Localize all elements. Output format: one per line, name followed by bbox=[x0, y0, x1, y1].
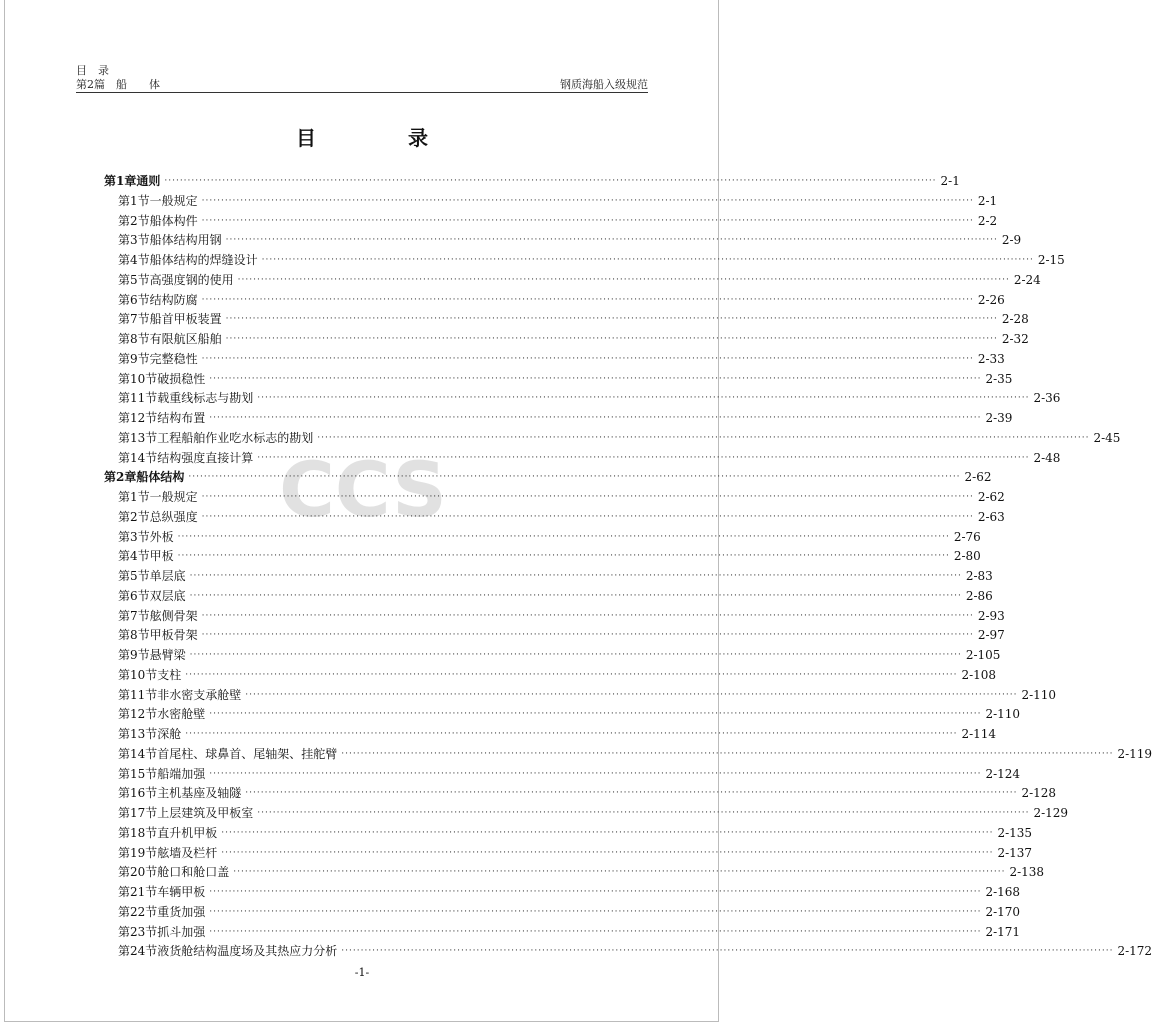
toc-entry-title: 水密舱壁 bbox=[157, 707, 206, 722]
toc-section-row[interactable] bbox=[0, 924, 1021, 940]
toc-entry-number: 第11节 bbox=[118, 687, 158, 702]
toc-leader-dots: ········································································································································································································ bbox=[237, 274, 1010, 285]
toc-entry-title: 结构布置 bbox=[157, 411, 206, 425]
toc-entry-page: 2-108 bbox=[961, 667, 997, 682]
toc-entry-title: 车辆甲板 bbox=[157, 885, 206, 899]
toc-entry-number: 第14节 bbox=[118, 746, 158, 761]
toc-section-row[interactable] bbox=[0, 785, 1057, 801]
toc-entry-page: 2-28 bbox=[1001, 312, 1029, 327]
toc-section-row[interactable] bbox=[0, 568, 993, 584]
toc-entry-page: 2-110 bbox=[1021, 687, 1057, 702]
toc-entry-title: 首尾柱、球鼻首、尾轴架、挂舵臂 bbox=[157, 746, 338, 761]
toc-section-row[interactable] bbox=[0, 864, 1045, 880]
toc-entry-number: 第2节 bbox=[118, 213, 150, 228]
toc-entry-number: 第21节 bbox=[118, 885, 158, 899]
toc-entry-page: 2-105 bbox=[965, 648, 1001, 662]
toc-entry-page: 2-128 bbox=[1021, 786, 1057, 801]
toc-leader-dots: ········································································································································································································ bbox=[341, 748, 1114, 759]
toc-leader-dots: ········································································································································································································ bbox=[233, 867, 1006, 878]
toc-entry-page: 2-114 bbox=[961, 727, 997, 741]
toc-section-row[interactable] bbox=[0, 726, 997, 742]
toc-section-row[interactable] bbox=[0, 943, 1152, 959]
toc-section-row[interactable] bbox=[0, 489, 1005, 505]
toc-entry-page: 2-86 bbox=[965, 588, 993, 603]
toc-entry-page: 2-129 bbox=[1033, 806, 1069, 820]
toc-entry-number: 第1章 bbox=[104, 174, 137, 188]
toc-entry-page: 2-45 bbox=[1093, 430, 1121, 445]
toc-entry-number: 第6节 bbox=[118, 588, 150, 603]
toc-section-row[interactable] bbox=[0, 331, 1029, 347]
toc-entry-number: 第11节 bbox=[118, 391, 158, 406]
toc-entry-title: 船首甲板装置 bbox=[149, 312, 222, 327]
toc-entry-number: 第18节 bbox=[118, 825, 158, 840]
toc-section-row[interactable] bbox=[0, 272, 1041, 288]
toc-section-row[interactable] bbox=[0, 627, 1005, 643]
toc-leader-dots: ········································································································································································································ bbox=[209, 926, 982, 937]
page-title: 目 录 bbox=[296, 126, 464, 150]
toc-entry-page: 2-39 bbox=[985, 411, 1013, 425]
toc-entry-title: 舷墙及栏杆 bbox=[157, 845, 218, 860]
toc-section-row[interactable] bbox=[0, 766, 1021, 782]
toc-leader-dots: ········································································································································································································ bbox=[201, 294, 974, 305]
toc-leader-dots: ········································································································································································································ bbox=[209, 709, 982, 720]
toc-entry-title: 船端加强 bbox=[157, 766, 206, 781]
toc-section-row[interactable] bbox=[0, 311, 1029, 327]
toc-entry-number: 第12节 bbox=[118, 411, 158, 425]
toc-leader-dots: ········································································································································································································ bbox=[201, 511, 974, 522]
toc-section-row[interactable] bbox=[0, 410, 1013, 426]
toc-entry-number: 第16节 bbox=[118, 786, 158, 801]
toc-entry-page: 2-2 bbox=[977, 213, 998, 228]
toc-entry-number: 第10节 bbox=[118, 371, 158, 386]
toc-entry-page: 2-9 bbox=[1001, 233, 1022, 248]
toc-leader-dots: ········································································································································································································ bbox=[209, 373, 982, 384]
toc-entry-title: 外板 bbox=[149, 529, 174, 544]
toc-entry-number: 第5节 bbox=[118, 569, 150, 583]
toc-section-row[interactable] bbox=[0, 608, 1005, 624]
toc-entry-number: 第5节 bbox=[118, 272, 150, 287]
header-rule bbox=[76, 92, 648, 93]
toc-leader-dots: ········································································································································································································ bbox=[257, 393, 1030, 404]
toc-entry-title: 双层底 bbox=[149, 588, 186, 603]
toc-section-row[interactable] bbox=[0, 529, 981, 545]
toc-entry-page: 2-15 bbox=[1037, 253, 1065, 267]
toc-entry-number: 第15节 bbox=[118, 766, 158, 781]
toc-leader-dots: ········································································································································································································ bbox=[209, 768, 982, 779]
toc-entry-title: 甲板 bbox=[149, 549, 174, 564]
toc-section-row[interactable] bbox=[0, 706, 1021, 722]
toc-section-row[interactable] bbox=[0, 390, 1061, 406]
toc-section-row[interactable] bbox=[0, 509, 1005, 525]
toc-leader-dots: ········································································································································································································ bbox=[225, 314, 998, 325]
toc-entry-page: 2-48 bbox=[1033, 450, 1061, 465]
toc-leader-dots: ········································································································································································································ bbox=[201, 215, 974, 226]
toc-entry-number: 第2节 bbox=[118, 509, 150, 524]
toc-leader-dots: ········································································································································································································ bbox=[185, 669, 958, 680]
toc-leader-dots: ········································································································································································································ bbox=[189, 650, 962, 660]
toc-entry-page: 2-36 bbox=[1033, 391, 1061, 406]
toc-leader-dots: ········································································································································································································ bbox=[189, 590, 962, 601]
toc-entry-title: 非水密支承舱壁 bbox=[157, 687, 242, 702]
toc-section-row[interactable] bbox=[0, 845, 1033, 861]
toc-entry-title: 工程船舶作业吃水标志的勘划 bbox=[157, 430, 314, 445]
toc-leader-dots: ········································································································································································································ bbox=[221, 827, 994, 838]
toc-section-row[interactable] bbox=[0, 430, 1121, 446]
toc-entry-page: 2-24 bbox=[1013, 272, 1041, 287]
toc-leader-dots: ········································································································································································································ bbox=[257, 452, 1030, 463]
toc-entry-number: 第20节 bbox=[118, 865, 158, 880]
toc-leader-dots: ········································································································································································································ bbox=[225, 235, 998, 246]
toc-leader-dots: ········································································································································································································ bbox=[201, 353, 974, 364]
toc-entry-page: 2-62 bbox=[964, 470, 992, 485]
toc-section-row[interactable] bbox=[0, 351, 1005, 367]
toc-entry-number: 第4节 bbox=[118, 253, 150, 267]
toc-leader-dots: ········································································································································································································ bbox=[341, 946, 1114, 957]
toc-entry-number: 第10节 bbox=[118, 667, 158, 682]
toc-entry-title: 通则 bbox=[136, 174, 161, 188]
toc-entry-number: 第9节 bbox=[118, 648, 150, 662]
toc-entry-page: 2-171 bbox=[985, 924, 1021, 939]
toc-entry-title: 船体构件 bbox=[149, 213, 198, 228]
toc-section-row[interactable] bbox=[0, 232, 1022, 248]
toc-entry-title: 高强度钢的使用 bbox=[149, 272, 234, 287]
toc-entry-title: 船体结构 bbox=[136, 470, 185, 485]
toc-entry-number: 第19节 bbox=[118, 845, 158, 860]
toc-section-row[interactable] bbox=[0, 884, 1021, 900]
toc-entry-number: 第13节 bbox=[118, 430, 158, 445]
toc-entry-page: 2-170 bbox=[985, 904, 1021, 919]
toc-entry-title: 结构强度直接计算 bbox=[157, 450, 254, 465]
toc-leader-dots: ········································································································································································································ bbox=[209, 887, 982, 897]
toc-entry-page: 2-1 bbox=[940, 174, 960, 188]
toc-section-row[interactable] bbox=[0, 292, 1005, 308]
toc-entry-page: 2-110 bbox=[985, 707, 1021, 722]
toc-chapter-row[interactable] bbox=[0, 173, 960, 189]
toc-entry-number: 第3节 bbox=[118, 233, 150, 248]
toc-leader-dots: ········································································································································································································ bbox=[245, 689, 1018, 700]
toc-leader-dots: ········································································································································································································ bbox=[225, 334, 998, 344]
toc-entry-number: 第7节 bbox=[118, 312, 150, 327]
toc-entry-number: 第1节 bbox=[118, 490, 150, 504]
toc-entry-title: 结构防腐 bbox=[149, 292, 198, 307]
toc-entry-title: 重货加强 bbox=[157, 904, 206, 919]
toc-entry-page: 2-137 bbox=[997, 845, 1033, 860]
toc-entry-page: 2-124 bbox=[985, 766, 1021, 781]
toc-section-row[interactable] bbox=[0, 667, 997, 683]
toc-entry-page: 2-32 bbox=[1001, 332, 1029, 346]
toc-entry-page: 2-62 bbox=[977, 490, 1005, 504]
toc-entry-page: 2-119 bbox=[1117, 746, 1152, 761]
toc-section-row[interactable] bbox=[0, 588, 993, 604]
toc-entry-page: 2-80 bbox=[953, 549, 981, 564]
toc-section-row[interactable] bbox=[0, 450, 1061, 466]
toc-entry-number: 第3节 bbox=[118, 529, 150, 544]
toc-entry-number: 第8节 bbox=[118, 628, 150, 643]
toc-entry-page: 2-26 bbox=[977, 292, 1005, 307]
toc-entry-page: 2-83 bbox=[965, 569, 993, 583]
toc-entry-title: 直升机甲板 bbox=[157, 825, 218, 840]
toc-entry-number: 第14节 bbox=[118, 450, 158, 465]
toc-entry-number: 第8节 bbox=[118, 332, 150, 346]
toc-entry-number: 第12节 bbox=[118, 707, 158, 722]
toc-entry-page: 2-172 bbox=[1117, 944, 1152, 959]
toc-section-row[interactable] bbox=[0, 647, 1001, 663]
toc-leader-dots: ········································································································································································································ bbox=[317, 432, 1090, 443]
toc-entry-title: 破损稳性 bbox=[157, 371, 206, 386]
toc-entry-title: 悬臂梁 bbox=[149, 648, 186, 662]
toc-section-row[interactable] bbox=[0, 687, 1057, 703]
toc-entry-page: 2-76 bbox=[953, 529, 981, 544]
toc-entry-title: 液货舱结构温度场及其热应力分析 bbox=[157, 944, 338, 959]
toc-entry-number: 第4节 bbox=[118, 549, 150, 564]
toc-section-row[interactable] bbox=[0, 193, 998, 209]
toc-entry-number: 第23节 bbox=[118, 924, 158, 939]
toc-leader-dots: ········································································································································································································ bbox=[201, 492, 974, 502]
toc-section-row[interactable] bbox=[0, 548, 981, 564]
toc-entry-page: 2-138 bbox=[1009, 865, 1045, 880]
header-section-title: 目 录 bbox=[76, 64, 109, 77]
toc-leader-dots: ········································································································································································································ bbox=[261, 255, 1034, 265]
toc-leader-dots: ········································································································································································································ bbox=[189, 571, 962, 581]
toc-section-row[interactable] bbox=[0, 805, 1069, 821]
toc-entry-title: 船体结构用钢 bbox=[149, 233, 222, 248]
toc-entry-title: 完整稳性 bbox=[149, 351, 198, 366]
toc-section-row[interactable] bbox=[0, 371, 1013, 387]
toc-chapter-row[interactable] bbox=[0, 469, 992, 485]
page-number: -1- bbox=[354, 966, 370, 979]
toc-leader-dots: ········································································································································································································ bbox=[257, 808, 1030, 818]
toc-entry-page: 2-168 bbox=[985, 885, 1021, 899]
toc-entry-number: 第22节 bbox=[118, 904, 158, 919]
toc-entry-number: 第13节 bbox=[118, 727, 158, 741]
toc-entry-number: 第6节 bbox=[118, 292, 150, 307]
toc-entry-number: 第1节 bbox=[118, 193, 150, 208]
toc-leader-dots: ········································································································································································································ bbox=[177, 531, 950, 542]
toc-leader-dots: ········································································································································································································ bbox=[221, 847, 994, 858]
toc-entry-title: 船体结构的焊缝设计 bbox=[149, 253, 258, 267]
svg-text:CCS: CCS bbox=[279, 445, 447, 534]
toc-entry-title: 抓斗加强 bbox=[157, 924, 206, 939]
toc-entry-title: 主机基座及轴隧 bbox=[157, 786, 242, 801]
toc-entry-number: 第24节 bbox=[118, 944, 158, 959]
toc-entry-page: 2-33 bbox=[977, 351, 1005, 366]
header-part-title: 第2篇 船 体 bbox=[76, 78, 160, 91]
header-book-title: 钢质海船入级规范 bbox=[560, 78, 648, 91]
toc-section-row[interactable] bbox=[0, 252, 1065, 268]
toc-entry-title: 一般规定 bbox=[149, 193, 198, 208]
toc-entry-page: 2-35 bbox=[985, 371, 1013, 386]
toc-entry-title: 甲板骨架 bbox=[149, 628, 198, 643]
toc-section-row[interactable] bbox=[0, 825, 1033, 841]
toc-entry-title: 支柱 bbox=[157, 667, 182, 682]
toc-leader-dots: ········································································································································································································ bbox=[185, 729, 958, 739]
toc-entry-title: 舷侧骨架 bbox=[149, 608, 198, 623]
toc-entry-title: 一般规定 bbox=[149, 490, 198, 504]
toc-leader-dots: ········································································································································································································ bbox=[177, 551, 950, 562]
toc-leader-dots: ········································································································································································································ bbox=[201, 610, 974, 621]
toc-entry-title: 总纵强度 bbox=[149, 509, 198, 524]
toc-entry-title: 深舱 bbox=[157, 727, 182, 741]
toc-leader-dots: ········································································································································································································ bbox=[201, 630, 974, 641]
toc-entry-number: 第7节 bbox=[118, 608, 150, 623]
toc-entry-number: 第17节 bbox=[118, 806, 158, 820]
toc-entry-title: 舱口和舱口盖 bbox=[157, 865, 230, 880]
toc-leader-dots: ········································································································································································································ bbox=[209, 413, 982, 423]
toc-section-row[interactable] bbox=[0, 213, 998, 229]
toc-entry-title: 上层建筑及甲板室 bbox=[157, 806, 254, 820]
toc-leader-dots: ········································································································································································································ bbox=[245, 788, 1018, 799]
toc-entry-title: 载重线标志与勘划 bbox=[157, 391, 254, 406]
toc-entry-page: 2-93 bbox=[977, 608, 1005, 623]
toc-leader-dots: ········································································································································································································ bbox=[164, 176, 937, 186]
toc-leader-dots: ········································································································································································································ bbox=[201, 195, 974, 206]
toc-entry-number: 第9节 bbox=[118, 351, 150, 366]
toc-section-row[interactable] bbox=[0, 904, 1021, 920]
toc-entry-page: 2-135 bbox=[997, 825, 1033, 840]
toc-leader-dots: ········································································································································································································ bbox=[209, 906, 982, 917]
toc-entry-number: 第2章 bbox=[104, 470, 137, 485]
toc-entry-page: 2-97 bbox=[977, 628, 1005, 643]
toc-section-row[interactable] bbox=[0, 746, 1152, 762]
toc-leader-dots: ········································································································································································································ bbox=[188, 472, 961, 483]
toc-entry-page: 2-1 bbox=[977, 193, 998, 208]
toc-entry-title: 有限航区船舶 bbox=[149, 332, 222, 346]
toc-entry-title: 单层底 bbox=[149, 569, 186, 583]
toc-entry-page: 2-63 bbox=[977, 509, 1005, 524]
